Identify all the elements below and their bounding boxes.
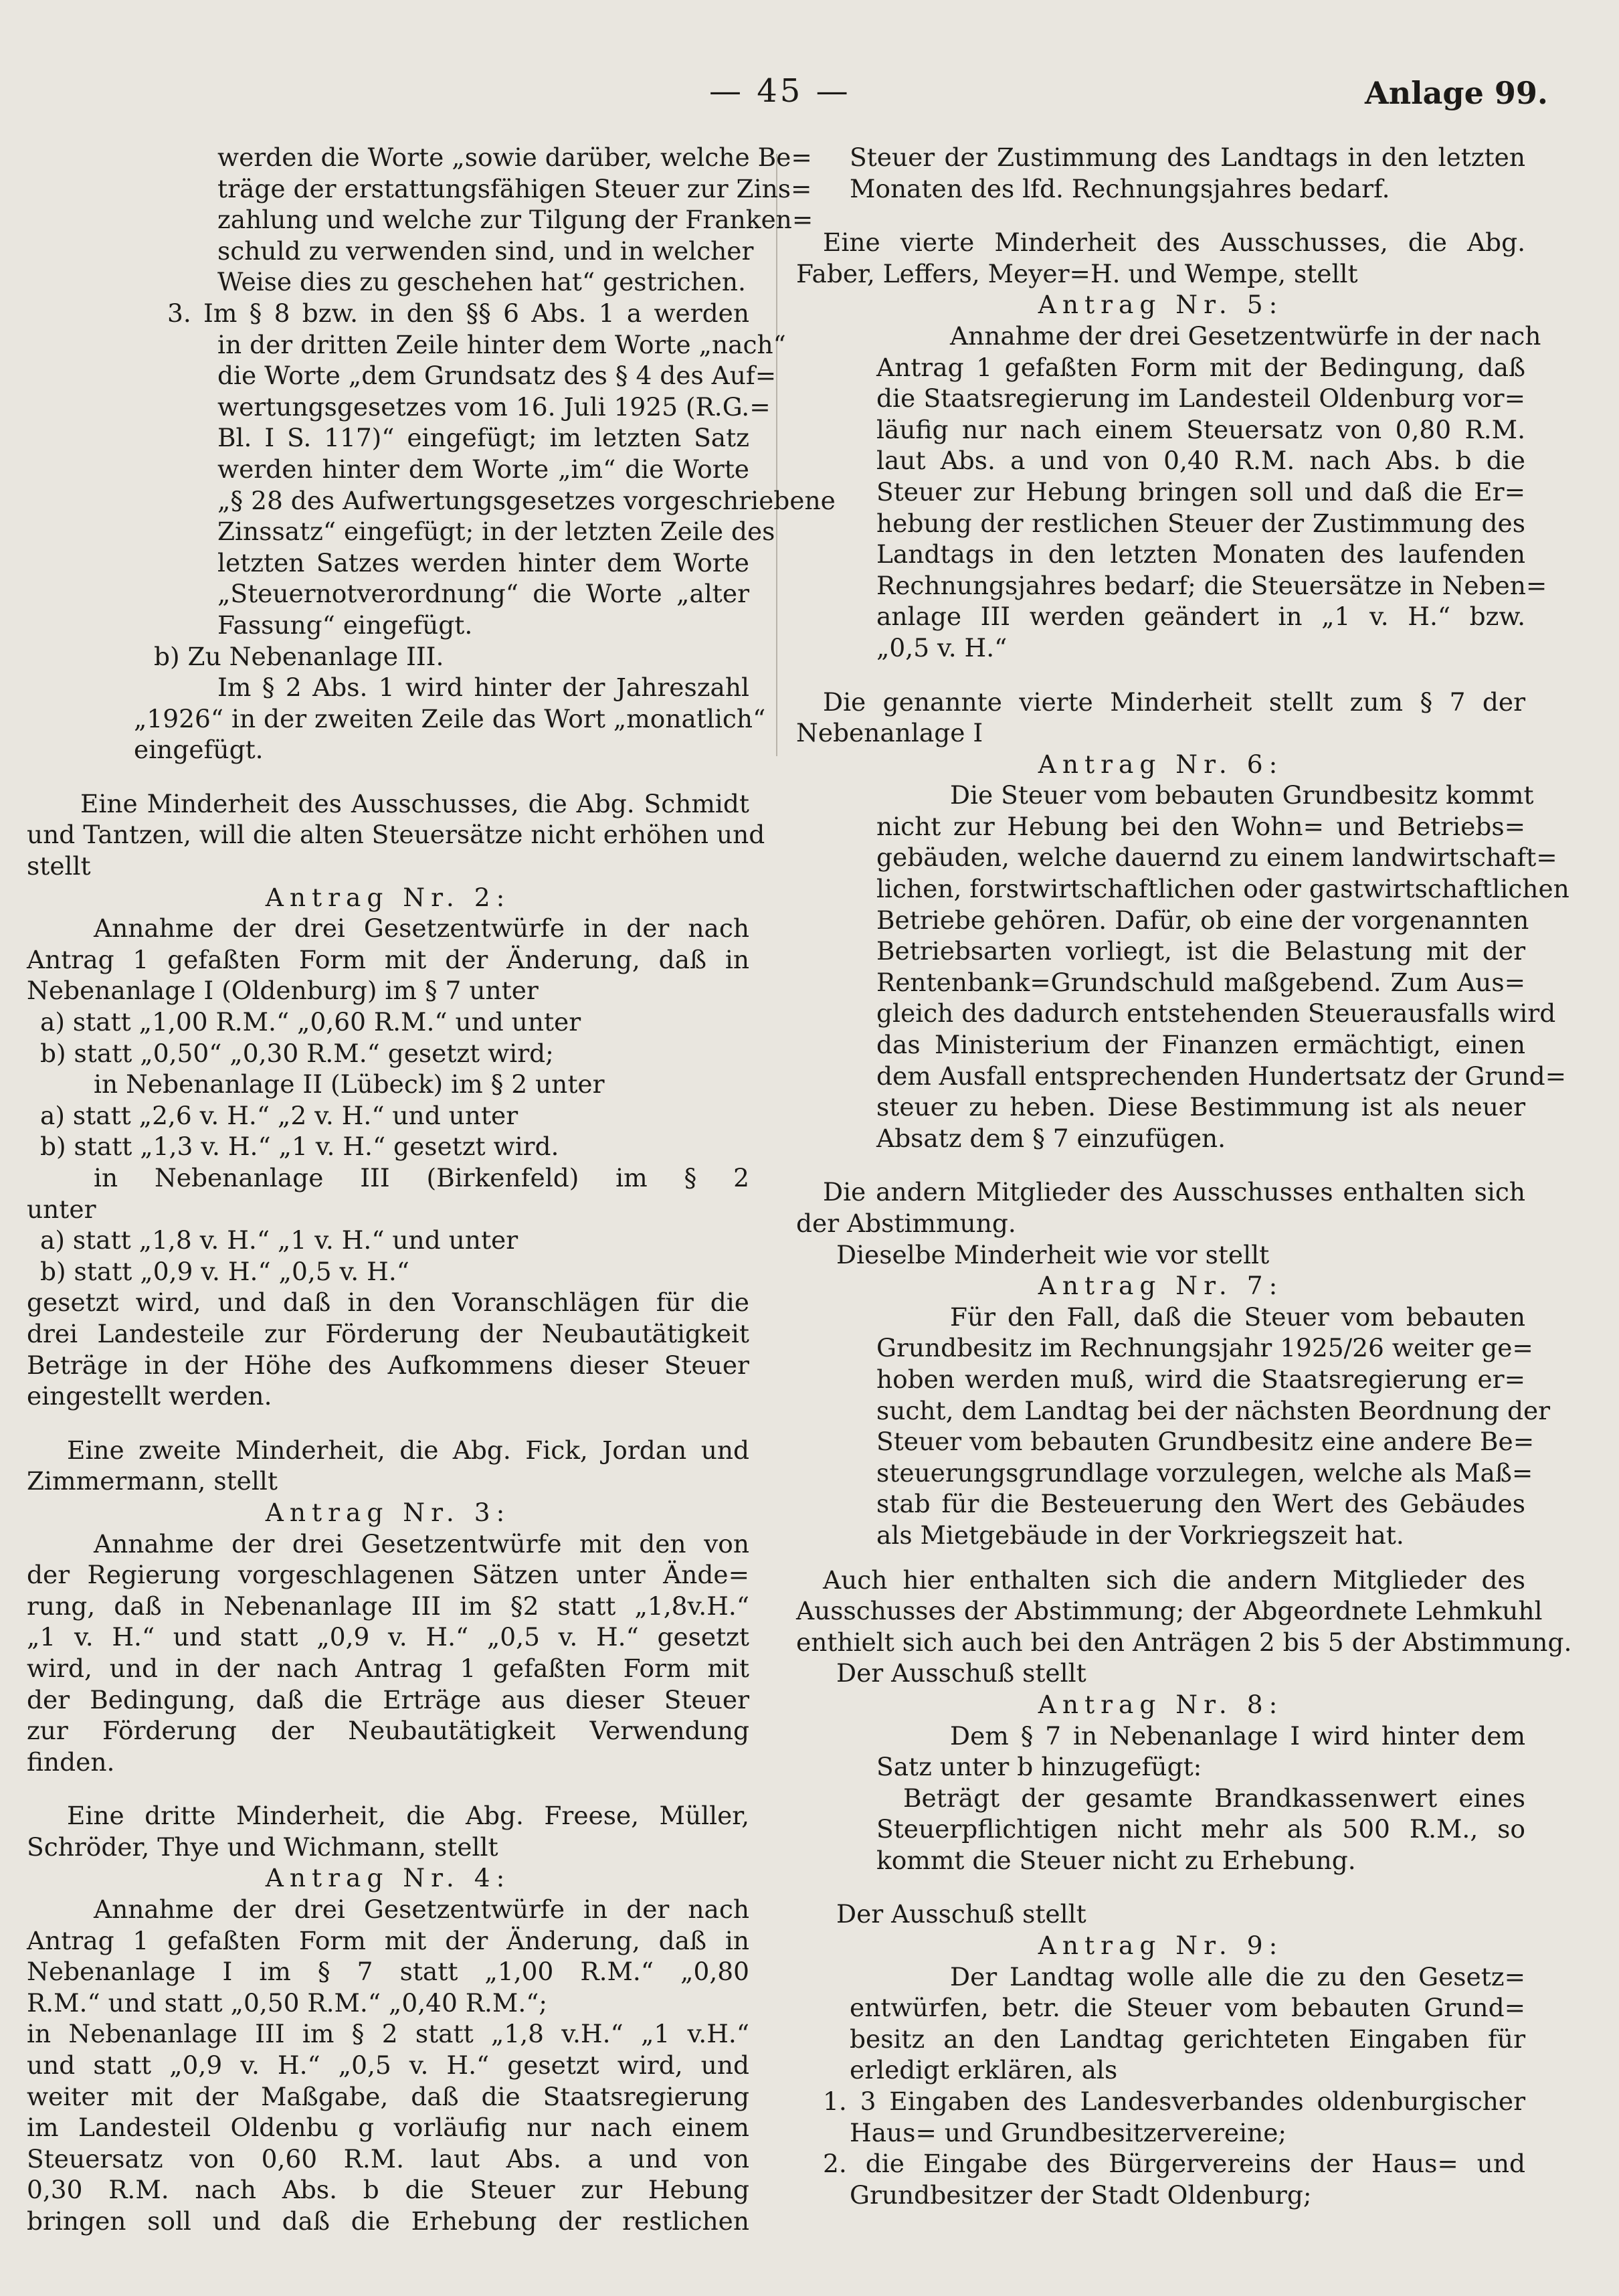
text-line: als Mietgebäude in der Vorkriegszeit hat. bbox=[876, 1520, 1404, 1550]
text-line: und Tantzen, will die alten Steuersätze nicht erhöhen und bbox=[27, 820, 765, 850]
text-line: in Nebenanlage III im § 2 statt „1,8 v.H.“ „1 v.H.“ bbox=[27, 2019, 749, 2049]
text-line: lichen, forstwirtschaftlichen oder gastwirtschaftlichen bbox=[876, 874, 1569, 904]
text-line: 0,30 R.M. nach Abs. b die Steuer zur Hebung bbox=[27, 2175, 749, 2205]
text-line: drei Landesteile zur Förderung der Neubautätigkeit bbox=[27, 1318, 749, 1348]
text-line: Absatz dem § 7 einzufügen. bbox=[876, 1123, 1226, 1153]
antrag-heading: Antrag Nr. 6: bbox=[1038, 749, 1284, 779]
text-line: besitz an den Landtag gerichteten Eingaben für bbox=[850, 2024, 1525, 2054]
text-line: die Staatsregierung im Landesteil Oldenburg vor= bbox=[876, 383, 1525, 414]
text-line: b) statt „0,9 v. H.“ „0,5 v. H.“ bbox=[40, 1256, 409, 1286]
text-line: Für den Fall, daß die Steuer vom bebauten bbox=[950, 1302, 1525, 1332]
antrag-heading: Antrag Nr. 9: bbox=[1038, 1931, 1284, 1961]
text-line: Beträgt der gesamte Brandkassenwert eines bbox=[903, 1783, 1525, 1813]
text-line: Die andern Mitglieder des Ausschusses enthalten sich bbox=[823, 1177, 1525, 1207]
text-line: entwürfen, betr. die Steuer vom bebauten Grund= bbox=[850, 1993, 1525, 2023]
text-line: b) statt „0,50“ „0,30 R.M.“ gesetzt wird; bbox=[40, 1038, 554, 1068]
left-column bbox=[27, 142, 836, 2237]
text-line: 2. die Eingabe des Bürgervereins der Haus= und bbox=[823, 2149, 1525, 2179]
text-line: „§ 28 des Aufwertungsgesetzes vorgeschriebene bbox=[217, 485, 836, 515]
text-line: b) Zu Nebenanlage III. bbox=[154, 641, 444, 671]
text-line: erledigt erklären, als bbox=[850, 2055, 1118, 2085]
text-line: Steuer vom bebauten Grundbesitz eine andere Be= bbox=[876, 1427, 1535, 1457]
text-line: Nebenanlage I im § 7 statt „1,00 R.M.“ „0,80 bbox=[27, 1957, 749, 1987]
text-line: finden. bbox=[27, 1747, 115, 1777]
text-line: Antrag 1 gefaßten Form mit der Änderung, daß in bbox=[27, 944, 749, 974]
text-line: der Regierung vorgeschlagenen Sätzen unter Ände= bbox=[27, 1560, 749, 1590]
text-line: dem Ausfall entsprechenden Hundertsatz der Grund= bbox=[876, 1061, 1567, 1091]
text-line: Die genannte vierte Minderheit stellt zum § 7 der bbox=[823, 687, 1525, 717]
text-line: zahlung und welche zur Tilgung der Franken= bbox=[217, 205, 814, 235]
text-line: Satz unter b hinzugefügt: bbox=[876, 1752, 1202, 1782]
text-line: a) statt „1,00 R.M.“ „0,60 R.M.“ und unter bbox=[40, 1007, 581, 1037]
text-line: 3. Im § 8 bzw. in den §§ 6 Abs. 1 a werden bbox=[167, 298, 749, 328]
text-line: bringen soll und daß die Erhebung der restlichen bbox=[27, 2206, 749, 2236]
text-line: gebäuden, welche dauernd zu einem landwirtschaft= bbox=[876, 843, 1557, 873]
text-line: R.M.“ und statt „0,50 R.M.“ „0,40 R.M.“; bbox=[27, 1988, 548, 2018]
text-line: steuer zu heben. Diese Bestimmung ist als neuer bbox=[876, 1092, 1525, 1122]
text-line: stab für die Besteuerung den Wert des Gebäudes bbox=[876, 1489, 1525, 1519]
text-line: hebung der restlichen Steuer der Zustimmung des bbox=[876, 508, 1525, 538]
text-line: Landtags in den letzten Monaten des laufenden bbox=[876, 539, 1525, 569]
text-line: Bl. I S. 117)“ eingefügt; im letzten Satz bbox=[217, 423, 749, 453]
page-number: — 45 — bbox=[709, 72, 851, 110]
text-line: Dem § 7 in Nebenanlage I wird hinter dem bbox=[950, 1720, 1525, 1751]
right-column bbox=[796, 142, 1572, 2210]
text-line: Annahme der drei Gesetzentwürfe in der nach bbox=[94, 1894, 749, 1925]
text-line: Eine dritte Minderheit, die Abg. Freese, Müller, bbox=[67, 1801, 749, 1831]
text-line: Faber, Leffers, Meyer=H. und Wempe, stellt bbox=[796, 258, 1358, 288]
text-line: werden hinter dem Worte „im“ die Worte bbox=[217, 454, 749, 484]
text-line: letzten Satzes werden hinter dem Worte bbox=[217, 547, 749, 578]
text-line: „1 v. H.“ und statt „0,9 v. H.“ „0,5 v. H.“ gesetzt bbox=[27, 1622, 749, 1652]
text-line: stellt bbox=[27, 851, 91, 881]
text-line: 1. 3 Eingaben des Landesverbandes oldenburgischer bbox=[823, 2087, 1525, 2117]
text-line: sucht, dem Landtag bei der nächsten Beordnung der bbox=[876, 1395, 1551, 1425]
text-line: Die Steuer vom bebauten Grundbesitz kommt bbox=[950, 780, 1534, 810]
page-header bbox=[0, 72, 1619, 126]
text-line: unter bbox=[27, 1194, 96, 1224]
antrag-heading: Antrag Nr. 4: bbox=[265, 1863, 511, 1893]
text-line: Grundbesitzer der Stadt Oldenburg; bbox=[850, 2180, 1312, 2210]
paragraph-gap bbox=[27, 766, 749, 788]
text-line: werden die Worte „sowie darüber, welche Be= bbox=[217, 143, 812, 172]
text-line: Rentenbank=Grundschuld maßgebend. Zum Aus= bbox=[876, 967, 1525, 997]
text-line: nicht zur Hebung bei den Wohn= und Betriebs= bbox=[876, 811, 1525, 841]
antrag-heading: Antrag Nr. 5: bbox=[1038, 290, 1284, 320]
paragraph-gap bbox=[796, 1154, 1525, 1176]
text-line: schuld zu verwenden sind, und in welcher bbox=[217, 236, 754, 266]
text-line: gleich des dadurch entstehenden Steuerausfalls wird bbox=[876, 998, 1556, 1029]
text-line: Steuersatz von 0,60 R.M. laut Abs. a und von bbox=[27, 2143, 749, 2174]
text-line: gesetzt wird, und daß in den Voranschlägen für die bbox=[27, 1288, 749, 1318]
column-divider bbox=[776, 154, 777, 756]
paragraph-gap bbox=[796, 664, 1525, 687]
text-line: eingestellt werden. bbox=[27, 1381, 272, 1411]
text-line: Rechnungsjahres bedarf; die Steuersätze in Neben= bbox=[876, 570, 1547, 600]
text-line: wertungsgesetzes vom 16. Juli 1925 (R.G.= bbox=[217, 391, 771, 422]
paragraph-gap bbox=[796, 1876, 1525, 1898]
text-line: Grundbesitz im Rechnungsjahr 1925/26 weiter ge= bbox=[876, 1333, 1533, 1363]
text-line: hoben werden muß, wird die Staatsregierung er= bbox=[876, 1364, 1525, 1394]
text-line: und statt „0,9 v. H.“ „0,5 v. H.“ gesetzt wird, und bbox=[27, 2050, 749, 2081]
text-line: kommt die Steuer nicht zu Erhebung. bbox=[876, 1845, 1356, 1875]
text-line: in Nebenanlage II (Lübeck) im § 2 unter bbox=[94, 1069, 605, 1099]
text-line: in der dritten Zeile hinter dem Worte „nach“ bbox=[217, 329, 786, 359]
text-line: Annahme der drei Gesetzentwürfe in der nach bbox=[94, 913, 749, 944]
text-line: Nebenanlage I (Oldenburg) im § 7 unter bbox=[27, 976, 539, 1006]
text-line: Der Landtag wolle alle die zu den Gesetz= bbox=[950, 1961, 1525, 1992]
text-line: a) statt „1,8 v. H.“ „1 v. H.“ und unter bbox=[40, 1225, 518, 1255]
text-line: Eine vierte Minderheit des Ausschusses, die Abg. bbox=[823, 228, 1525, 258]
text-line: Antrag 1 gefaßten Form mit der Bedingung, daß bbox=[876, 352, 1525, 382]
antrag-heading: Antrag Nr. 7: bbox=[1038, 1271, 1284, 1301]
text-line: Der Ausschuß stellt bbox=[836, 1899, 1086, 1929]
text-line: Eine Minderheit des Ausschusses, die Abg. Schmidt bbox=[80, 788, 749, 818]
text-line: Weise dies zu geschehen hat“ gestrichen. bbox=[217, 267, 746, 297]
text-line: enthielt sich auch bei den Anträgen 2 bis 5 der Abstimmung. bbox=[796, 1627, 1572, 1657]
text-line: weiter mit der Maßgabe, daß die Staatsregierung bbox=[27, 2081, 749, 2111]
text-line: Annahme der drei Gesetzentwürfe mit den von bbox=[94, 1528, 749, 1559]
text-line: „0,5 v. H.“ bbox=[876, 632, 1008, 663]
text-line: der Bedingung, daß die Erträge aus dieser Steuer bbox=[27, 1684, 749, 1714]
antrag-heading: Antrag Nr. 8: bbox=[1038, 1689, 1284, 1719]
text-line: Haus= und Grundbesitzervereine; bbox=[850, 2117, 1287, 2147]
text-line: wird, und in der nach Antrag 1 gefaßten Form mit bbox=[27, 1653, 749, 1683]
antrag-heading: Antrag Nr. 3: bbox=[265, 1497, 511, 1527]
text-line: der Abstimmung. bbox=[796, 1209, 1016, 1238]
paragraph-gap bbox=[27, 1777, 749, 1800]
text-line: Auch hier enthalten sich die andern Mitglieder des bbox=[823, 1565, 1525, 1595]
text-line: Annahme der drei Gesetzentwürfe in der nach bbox=[950, 321, 1541, 351]
paragraph-gap bbox=[27, 1412, 749, 1435]
text-line: Zimmermann, stellt bbox=[27, 1466, 278, 1496]
text-line: Antrag 1 gefaßten Form mit der Änderung, daß in bbox=[27, 1925, 749, 1955]
text-line: laut Abs. a und von 0,40 R.M. nach Abs. b die bbox=[876, 446, 1525, 476]
text-line: zur Förderung der Neubautätigkeit Verwendung bbox=[27, 1716, 749, 1746]
text-line: Betriebsarten vorliegt, ist die Belastung mit der bbox=[876, 936, 1525, 966]
text-line: Der Ausschuß stellt bbox=[836, 1658, 1086, 1688]
text-line: b) statt „1,3 v. H.“ „1 v. H.“ gesetzt wird. bbox=[40, 1132, 559, 1162]
text-line: das Ministerium der Finanzen ermächtigt, einen bbox=[876, 1030, 1525, 1060]
paragraph-gap bbox=[796, 1551, 1525, 1565]
text-line: rung, daß in Nebenanlage III im §2 statt „1,8v.H.“ bbox=[27, 1591, 749, 1621]
text-line: Betriebe gehören. Dafür, ob eine der vorgenannten bbox=[876, 905, 1529, 935]
text-line: Ausschusses der Abstimmung; der Abgeordnete Lehmkuhl bbox=[796, 1596, 1543, 1626]
text-line: Eine zweite Minderheit, die Abg. Fick, Jordan und bbox=[67, 1435, 749, 1465]
text-line: a) statt „2,6 v. H.“ „2 v. H.“ und unter bbox=[40, 1100, 518, 1130]
text-line: Schröder, Thye und Wichmann, stellt bbox=[27, 1832, 498, 1862]
text-line: Monaten des lfd. Rechnungsjahres bedarf. bbox=[850, 173, 1390, 203]
paragraph-gap bbox=[796, 204, 1525, 227]
text-line: Dieselbe Minderheit wie vor stellt bbox=[836, 1239, 1270, 1269]
text-line: „1926“ in der zweiten Zeile das Wort „monatlich“ bbox=[134, 703, 766, 733]
text-line: Steuerpflichtigen nicht mehr als 500 R.M., so bbox=[876, 1814, 1525, 1844]
text-line: eingefügt. bbox=[134, 735, 264, 765]
text-line: steuerungsgrundlage vorzulegen, welche als Maß= bbox=[876, 1458, 1533, 1488]
text-line: Steuer zur Hebung bringen soll und daß die Er= bbox=[876, 476, 1525, 507]
text-line: läufig nur nach einem Steuersatz von 0,80 R.M. bbox=[876, 414, 1525, 444]
text-line: Nebenanlage I bbox=[796, 718, 983, 748]
text-line: im Landesteil Oldenbu g vorläufig nur nach einem bbox=[27, 2113, 749, 2143]
text-line: in Nebenanlage III (Birkenfeld) im § 2 bbox=[94, 1163, 749, 1193]
text-line: „Steuernotverordnung“ die Worte „alter bbox=[217, 579, 749, 609]
text-line: Fassung“ eingefügt. bbox=[217, 610, 473, 640]
text-line: Beträge in der Höhe des Aufkommens dieser Steuer bbox=[27, 1350, 749, 1380]
anlage-label: Anlage 99. bbox=[1365, 75, 1548, 111]
text-line: die Worte „dem Grundsatz des § 4 des Auf= bbox=[217, 361, 777, 391]
antrag-heading: Antrag Nr. 2: bbox=[265, 882, 511, 912]
text-line: Im § 2 Abs. 1 wird hinter der Jahreszahl bbox=[217, 673, 749, 703]
text-line: anlage III werden geändert in „1 v. H.“ bzw. bbox=[876, 602, 1525, 632]
text-line: Zinssatz“ eingefügt; in der letzten Zeile des bbox=[217, 517, 775, 547]
text-line: träge der erstattungsfähigen Steuer zur Zins= bbox=[217, 173, 812, 203]
text-line: Steuer der Zustimmung des Landtags in den letzten bbox=[850, 143, 1525, 172]
